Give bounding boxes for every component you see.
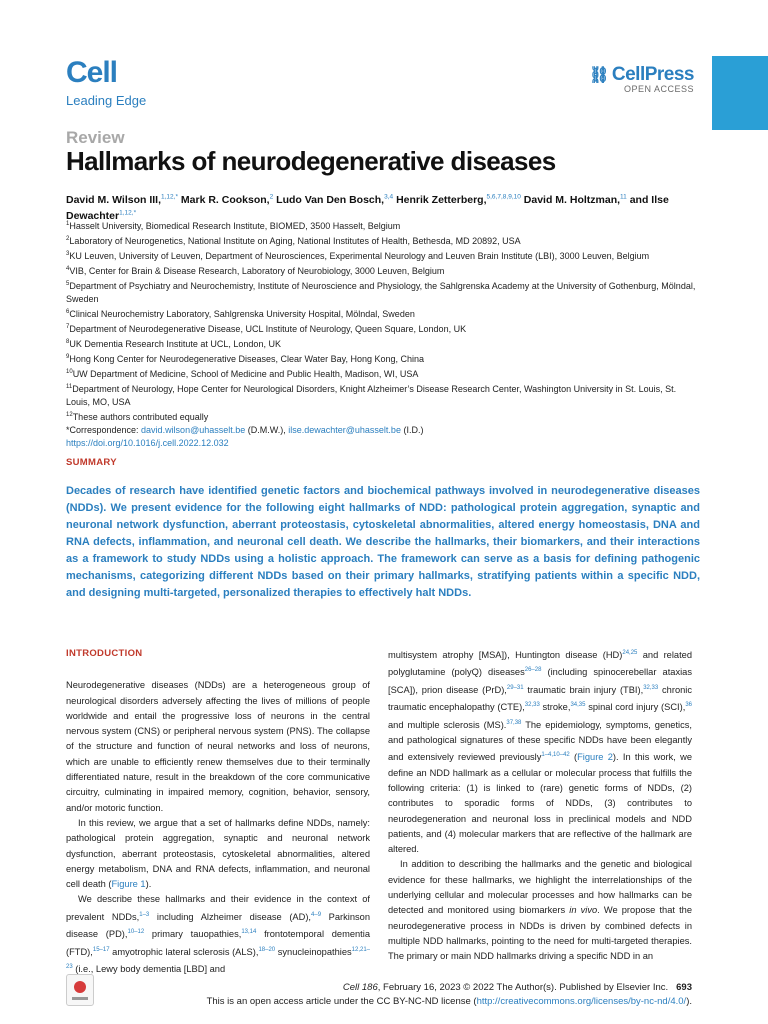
right-column	[388, 646, 692, 965]
page-footer	[66, 981, 692, 1009]
author-name: Ludo Van Den Bosch,$^{3,4}$	[276, 193, 394, 206]
affiliation-item: $^{12}$These authors contributed equally	[66, 412, 209, 422]
citation-ref[interactable]: 1–3	[139, 911, 150, 918]
citation-ref[interactable]: 18–20	[258, 946, 276, 953]
affiliation-item: $^5$Department of Psychiatry and Neurochemistry, Institute of Neuroscience and Physiology, the Sahlgrenska Academy at the University of Gothenburg, Mölndal, Sweden	[66, 281, 696, 304]
author-name: Mark R. Cookson,$^2$	[180, 193, 274, 206]
affiliations	[66, 218, 700, 450]
footer-citation: Cell 186, February 16, 2023 © 2022 The Author(s). Published by Elsevier Inc. 693	[342, 982, 692, 993]
affiliation-item: $^8$UK Dementia Research Institute at UCL, London, UK	[66, 339, 281, 349]
citation-ref[interactable]: 34,35	[570, 702, 586, 709]
author-name: Henrik Zetterberg,$^{5,6,7,8,9,10}$	[396, 193, 521, 206]
author-name: and Ilse Dewachter$^{1,12,*}$	[66, 193, 669, 222]
citation-ref[interactable]: 37,38	[506, 719, 522, 726]
license-line: This is an open access article under the CC BY-NC-ND license (http://creativecommons.org/licenses/by-nc-nd/4.0/).	[206, 996, 692, 1007]
introduction-heading: INTRODUCTION	[66, 648, 143, 659]
affiliation-item: $^2$Laboratory of Neurogenetics, National Institute on Aging, National Institutes of Health, Bethesda, MD 20892, USA	[66, 236, 521, 246]
email-link-dewachter[interactable]: ilse.dewachter@uhasselt.be	[288, 425, 401, 435]
citation-ref[interactable]: 1–4,10–42	[541, 752, 570, 759]
summary-heading: SUMMARY	[66, 457, 117, 468]
intro-paragraph-2: In this review, we argue that a set of hallmarks define NDDs, namely: pathological protein aggregation, synaptic and neuronal network dysfunction, aberrant proteostasis, cytoskeletal abnormalities, altered energy metabolism, DNA and RNA defects, inflammation, and neuronal cell death (Figure 1).	[66, 817, 370, 890]
left-column	[66, 646, 370, 977]
affiliation-item: $^9$Hong Kong Center for Neurodegenerative Diseases, Clear Water Bay, Hong Kong, China	[66, 354, 425, 364]
intro-paragraph-3: We describe these hallmarks and their evidence in the context of prevalent NDDs,$^{1-3}$ including Alzheimer disease (AD),$^{4-9}$ Parkinson disease (PD),$^{10-12}$ primary tauopathies,$^{13,14}$ frontotemporal dementia (FTD),$^{15-17}$ amyotrophic lateral sclerosis (ALS),$^{18-20}$ synucleinopathies$^{12,21-23}$ (i.e., Lewy body dementia [LBD] and	[66, 894, 370, 975]
author-name: David M. Wilson III,$^{1,12,*}$	[66, 193, 178, 206]
affiliation-item: $^4$VIB, Center for Brain & Disease Research, Laboratory of Neurobiology, 3000 Leuven, Belgium	[66, 266, 445, 276]
author-name: David M. Holtzman,$^{11}$	[523, 193, 627, 206]
article-title: Hallmarks of neurodegenerative diseases	[66, 146, 556, 176]
header-accent-tab	[712, 56, 768, 130]
affiliation-item: $^{10}$UW Department of Medicine, School of Medicine and Public Health, Madison, WI, USA	[66, 369, 419, 379]
affiliation-list	[66, 218, 700, 424]
correspondence: *Correspondence: david.wilson@uhasselt.be (D.M.W.), ilse.dewachter@uhasselt.be (I.D.)	[66, 425, 424, 435]
intro-paragraph-3-continued: multisystem atrophy [MSA]), Huntington disease (HD)$^{24,25}$ and related polyglutamine (polyQ) diseases$^{26-28}$ (including spinocerebellar ataxias [SCA]), prion disease (PrD),$^{29-31}$ traumatic brain injury (TBI),$^{32,33}$ chronic traumatic encephalopathy (CTE),$^{32,33}$ stroke,$^{34,35}$ spinal cord injury (SCI),$^{36}$ and multiple sclerosis (MS).$^{37,38}$ The epidemiology, symptoms, genetics, and pathological signatures of these specific NDDs have been elegantly and extensively reviewed previously$^{1-4,10-42}$ (Figure 2). In this work, we define an NDD hallmark as a cellular or molecular process that fulfills the following criteria: (1) is linked to (rare) genetic forms of NDDs, (2) contributes to sporadic forms of NDDs, (3) contributes to neurodegeneration and neuronal loss in preclinical models and NDD patients, and (4) molecular markers that are reflective of the hallmark are altered.	[388, 650, 693, 855]
email-link-wilson[interactable]: david.wilson@uhasselt.be	[141, 425, 246, 435]
page-number: 693	[676, 982, 692, 993]
cellpress-wordmark: CellPress	[611, 64, 694, 85]
doi-link[interactable]: https://doi.org/10.1016/j.cell.2022.12.032	[66, 438, 229, 448]
summary-text: Decades of research have identified genetic factors and biochemical pathways involved in neurodegenerative diseases (NDDs). We present evidence for the following eight hallmarks of NDD: pathological protein aggregation, synaptic and neuronal network dysfunction, aberrant proteostasis, cytoskeletal abnormalities, altered energy homeostasis, DNA and RNA defects, inflammation, and neuronal cell death. We describe the hallmarks, their biomarkers, and their interactions as a framework to study NDDs using a holistic approach. The framework can serve as a basis for defining pathogenic mechanisms, categorizing different NDDs based on their primary hallmarks, stratifying patients within a specific NDD, and designing multi-targeted, personalized therapies to effectively halt NDDs.	[66, 485, 700, 599]
affiliation-item: $^3$KU Leuven, University of Leuven, Department of Neurosciences, Experimental Neurology and Leuven Brain Institute (LBI), 3000 Leuven, Belgium	[66, 251, 650, 261]
citation-ref[interactable]: 10–12	[127, 929, 145, 936]
cellpress-logo	[584, 64, 694, 94]
citation-ref[interactable]: 24,25	[622, 650, 638, 656]
citation-ref[interactable]: 29–31	[506, 684, 524, 691]
citation-ref[interactable]: 12,21–23	[66, 946, 370, 970]
citation-ref[interactable]: 26–28	[524, 667, 542, 674]
citation-ref[interactable]: 32,33	[524, 702, 540, 709]
citation-ref[interactable]: 36	[685, 702, 693, 709]
cell-journal-logo: Cell	[66, 56, 118, 89]
intro-paragraph-1: Neurodegenerative diseases (NDDs) are a heterogeneous group of neurological disorders adversely affecting the lives of millions of people worldwide and entail the progressive loss of neurons in the central nervous system (CNS) or peripheral nervous system (PNS). The collapse of the structure and function of neural networks and loss of neurons, which are unable to efficiently renew themselves due to their terminally differentiated nature, result in the breakdown of the core communicative circuitry, culminating in impaired memory, cognition, behavior, sensory, and/or motoric function.	[66, 680, 370, 813]
citation-ref[interactable]: 4–9	[311, 911, 322, 918]
cellpress-link-icon: ⛓	[589, 67, 609, 84]
section-label: Leading Edge	[66, 93, 147, 108]
intro-paragraph-4: In addition to describing the hallmarks and the genetic and biological evidence for these hallmarks, we highlight the interrelationships of the underlying cellular and molecular processes and how hallmarks can be detected and monitored using biomarkers in vivo. We propose that the neurodegenerative process in NDDs is driven by combined defects in multiple NDD hallmarks, pointing to the need for multi-targeted therapies. The primary or main NDD hallmarks driving a specific NDD in an	[388, 859, 692, 962]
affiliation-item: $^1$Hasselt University, Biomedical Research Institute, BIOMED, 3500 Hasselt, Belgium	[66, 221, 401, 231]
affiliation-item: $^7$Department of Neurodegenerative Disease, UCL Institute of Neurology, Queen Square, London, UK	[66, 324, 467, 334]
figure-2-link[interactable]: Figure 2	[577, 752, 613, 763]
license-link[interactable]: http://creativecommons.org/licenses/by-nc-nd/4.0/	[476, 996, 687, 1007]
open-access-label: OPEN ACCESS	[623, 84, 694, 94]
article-type: Review	[66, 128, 125, 147]
figure-1-link[interactable]: Figure 1	[111, 879, 146, 890]
affiliation-item: $^{11}$Department of Neurology, Hope Center for Neurological Disorders, Knight Alzheimer’s Disease Research Center, Washington University in St. Louis, St. Louis, MO, USA	[66, 384, 677, 407]
citation-ref[interactable]: 13,14	[241, 929, 257, 936]
citation-ref[interactable]: 32,33	[643, 684, 659, 691]
affiliation-item: $^6$Clinical Neurochemistry Laboratory, Sahlgrenska University Hospital, Mölndal, Sweden	[66, 309, 415, 319]
citation-ref[interactable]: 15–17	[92, 946, 110, 953]
